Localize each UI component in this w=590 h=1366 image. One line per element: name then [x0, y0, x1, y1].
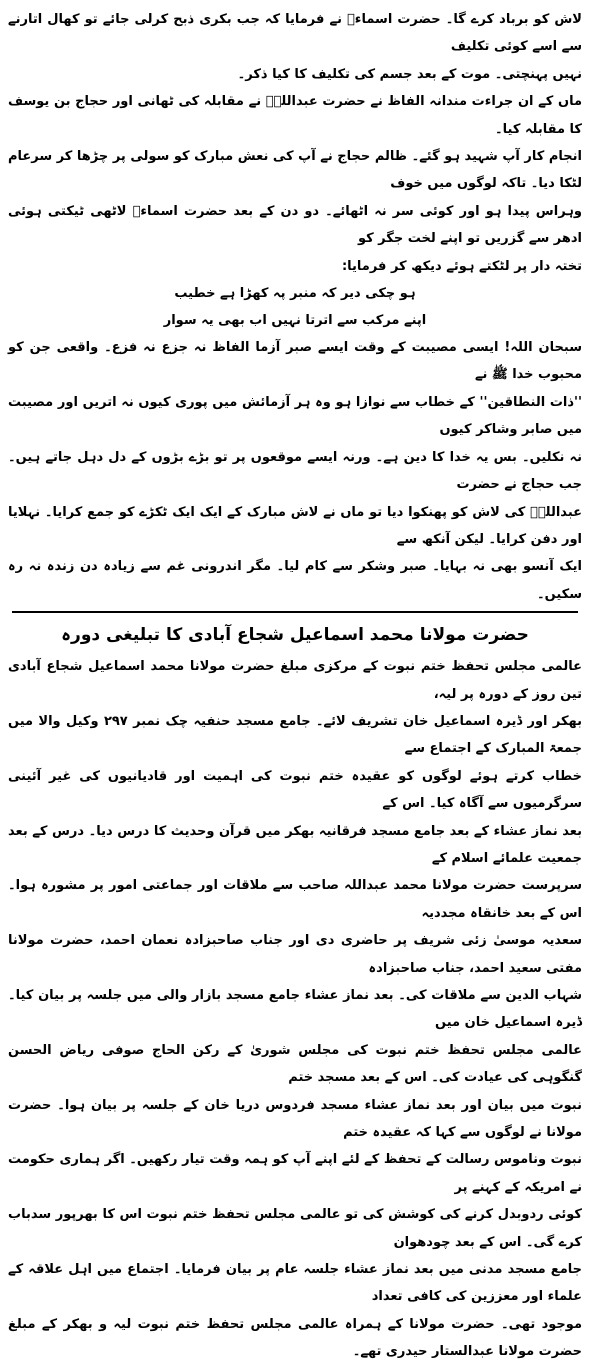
verse-line	[8, 280, 582, 307]
text-line: ''ذات النطاقین'' کے خطاب سے نوازا ہو وہ ہر آزمائش میں پوری کیوں نہ اتریں اور مصیبت میں صابر وشاکر کیوں	[8, 394, 582, 438]
text-line: موجود تھی۔ حضرت مولانا کے ہمراہ عالمی مجلس تحفظ ختم نبوت لیہ و بھکر کے مبلغ حضرت مولانا عبدالستار حیدری تھے۔	[8, 1316, 582, 1360]
text-line: بعد نماز عشاء کے بعد جامع مسجد فرقانیہ بھکر میں قرآن وحدیث کا درس دیا۔ درس کے بعد جمعیت علمائے اسلام کے	[8, 823, 582, 866]
paragraph-subhanallah	[8, 334, 582, 608]
section-divider	[12, 611, 578, 613]
article-title: حضرت مولانا محمد اسماعیل شجاع آبادی کا تبلیغی دورہ	[61, 625, 529, 646]
text-line: عبداللہؓ کی لاش کو پھنکوا دیا تو ماں نے لاش مبارک کے ایک ایک ٹکڑے کو جمع کرایا۔ نہلایا اور دفن کرایا۔ لیکن آنکھ سے	[8, 504, 582, 547]
verse-text: اپنے مرکب سے اترتا نہیں اب بھی یہ سوار	[163, 313, 427, 329]
article-body	[8, 653, 582, 1366]
paragraph-mother	[8, 88, 582, 280]
text-line: عالمی مجلس تحفظ ختم نبوت کی مجلس شوریٰ کے رکن الحاج صوفی ریاض الحسن گنگوہی کی عیادت کی۔ اس کے بعد مسجد ختم	[8, 1042, 582, 1086]
verse-text: ہو چکی دیر کہ منبر پہ کھڑا ہے خطیب	[174, 286, 416, 302]
text-line: خطاب کرتے ہوئے لوگوں کو عقیدہ ختم نبوت کی اہمیت اور قادیانیوں کی غیر آئینی سرگرمیوں سے آگاہ کیا۔ اس کے	[8, 768, 582, 812]
text-line: سعدیہ موسیٰ زئی شریف پر حاضری دی اور جناب صاحبزادہ نعمان احمد، حضرت مولانا مفتی سعید احمد، جناب صاحبزادہ	[8, 933, 582, 976]
text-line: بھکر اور ڈیرہ اسماعیل خان تشریف لائے۔ جامع مسجد حنفیہ چک نمبر ۲۹۷ وکیل والا میں جمعۃ المبارک کے اجتماع سے	[8, 713, 582, 757]
text-line: عالمی مجلس تحفظ ختم نبوت کے مرکزی مبلغ حضرت مولانا محمد اسماعیل شجاع آبادی تین روز کے دورہ پر لیہ،	[8, 659, 582, 702]
section-one	[8, 6, 582, 608]
text-line: لاش کو برباد کرے گا۔ حضرت اسماءؓ نے فرمایا کہ جب بکری ذبح کرلی جائے تو کھال اتارنے سے اسے کوئی تکلیف	[8, 12, 582, 55]
text-line: نہ نکلیں۔ بس یہ خدا کا دین ہے۔ ورنہ ایسے موقعوں پر تو بڑے بڑوں کے دل دہل جاتے ہیں۔ جب حجاج نے حضرت	[8, 449, 582, 493]
text-line: تختہ دار پر لٹکتے ہوئے دیکھ کر فرمایا:	[341, 258, 582, 274]
text-line: نبوت وناموس رسالت کے تحفظ کے لئے اپنے آپ کو ہمہ وقت تیار رکھیں۔ اگر ہماری حکومت نے امریکہ کے کہنے پر	[8, 1152, 582, 1195]
verse-line	[8, 307, 582, 334]
text-line: ایک آنسو بھی نہ بہایا۔ صبر وشکر سے کام لیا۔ مگر اندرونی غم سے زیادہ دن زندہ نہ رہ سکیں۔	[8, 559, 582, 602]
text-line: کوئی ردوبدل کرنے کی کوشش کی تو عالمی مجلس تحفظ ختم نبوت اس کا بھرپور سدباب کرے گی۔ اس کے بعد چودھوان	[8, 1207, 582, 1250]
text-line: نہیں پہنچتی۔ موت کے بعد جسم کی تکلیف کا کیا ذکر۔	[237, 66, 582, 82]
text-line: وہراس پیدا ہو اور کوئی سر نہ اٹھائے۔ دو دن کے بعد حضرت اسماءؓ لاٹھی ٹیکتی ہوئی ادھر سے گزریں تو اپنے لخت جگر کو	[8, 203, 582, 247]
text-line: انجام کار آپ شہید ہو گئے۔ ظالم حجاج نے آپ کی نعش مبارک کو سولی پر چڑھا کر سرعام لٹکا دیا۔ تاکہ لوگوں میں خوف	[8, 149, 582, 192]
text-line: ماں کے ان جراءت مندانہ الفاظ نے حضرت عبداللہؓ نے مقابلہ کی ٹھانی اور حجاج بن یوسف کا مقابلہ کیا۔	[8, 94, 582, 137]
text-line: جامع مسجد مدنی میں بعد نماز عشاء جلسہ عام پر بیان فرمایا۔ اجتماع میں اہل علاقہ کے علماء اور معززین کی کافی تعداد	[8, 1262, 582, 1305]
text-line: نبوت میں بیان اور بعد نماز عشاء مسجد فردوس دریا خان کے جلسہ پر بیان ہوا۔ حضرت مولانا نے لوگوں سے کہا کہ عقیدہ ختم	[8, 1097, 582, 1141]
text-line: سرپرست حضرت مولانا محمد عبداللہ صاحب سے ملاقات اور جماعتی امور پر مشورہ ہوا۔ اس کے بعد خانقاہ مجددیہ	[8, 878, 582, 921]
paragraph-intro	[8, 6, 582, 88]
text-line: شہاب الدین سے ملاقات کی۔ بعد نماز عشاء جامع مسجد بازار والی میں جلسہ پر بیان کیا۔ ڈیرہ اسماعیل خان میں	[8, 988, 582, 1031]
text-line: سبحان اللہ! ایسی مصیبت کے وقت ایسے صبر آزما الفاظ نہ جزع نہ فزع۔ واقعی جن کو محبوب خدا ﷺ نے	[8, 340, 582, 383]
